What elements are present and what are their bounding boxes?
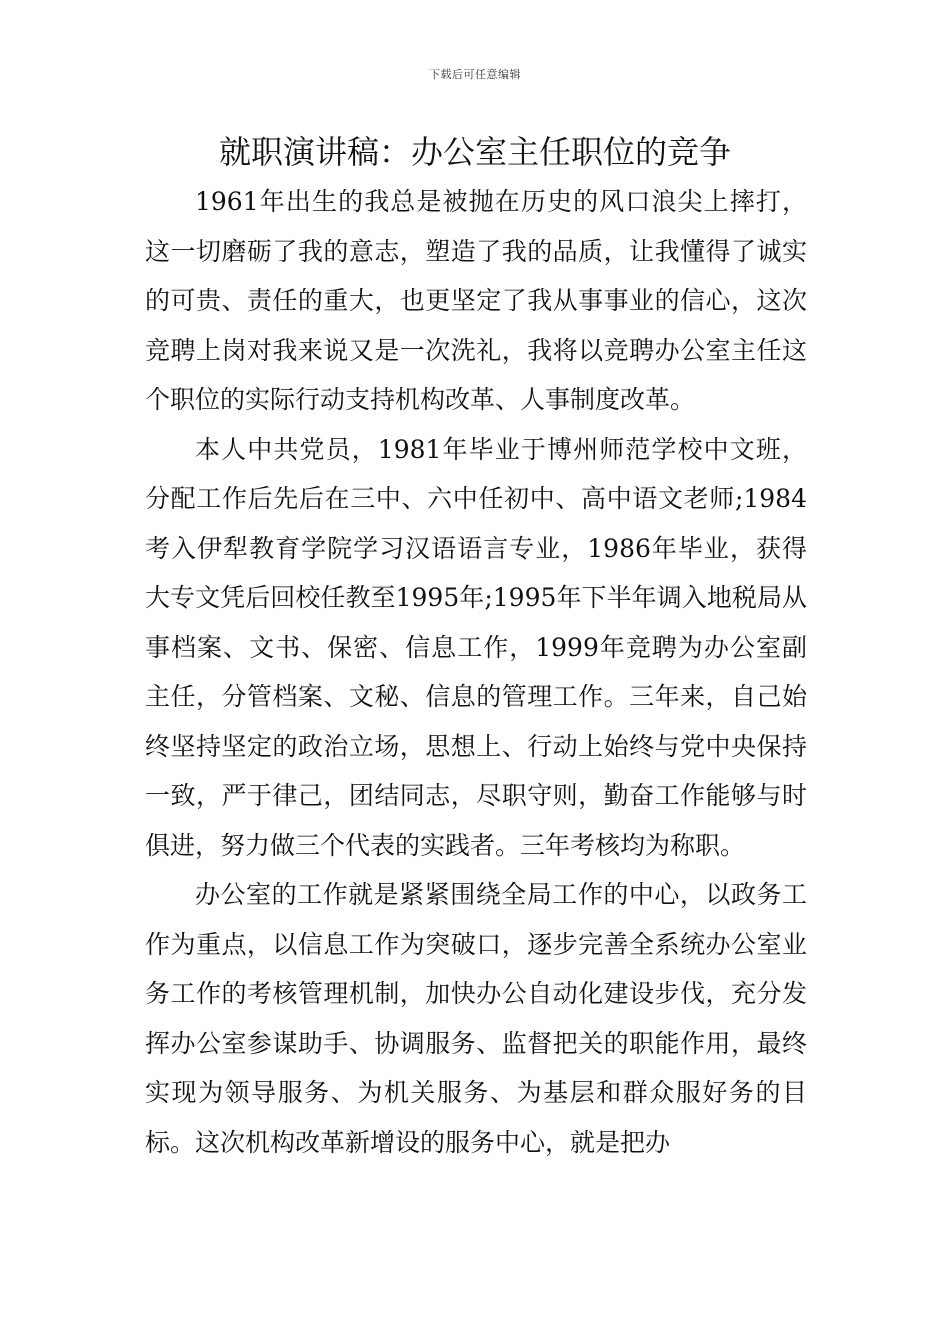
paragraph-3: 办公室的工作就是紧紧围绕全局工作的中心，以政务工作为重点，以信息工作为突破口，逐步完善全系统办公室业务工作的考核管理机制，加快办公自动化建设步伐，充分发挥办公室参谋助手、协调服务、监督把关的职能作用，最终实现为领导服务、为机关服务、为基层和群众服好务的目标。这次机构改革新增设的服务中心，就是把办 <box>145 880 807 1157</box>
paragraph-1: 1961年出生的我总是被抛在历史的风口浪尖上摔打，这一切磨砺了我的意志，塑造了我的品质，让我懂得了诚实的可贵、责任的重大，也更坚定了我从事事业的信心，这次竞聘上岗对我来说又是一次洗礼，我将以竞聘办公室主任这个职位的实际行动支持机构改革、人事制度改革。 <box>145 187 807 414</box>
document-title: 就职演讲稿：办公室主任职位的竞争 <box>218 133 731 171</box>
paragraph-2: 本人中共党员，1981年毕业于博州师范学校中文班，分配工作后先后在三中、六中任初中、高中语文老师;1984考入伊犁教育学院学习汉语语言专业，1986年毕业，获得大专文凭后回校任教至1995年;1995年下半年调入地税局从事档案、文书、保密、信息工作，1999年竞聘为办公室副主任，分管档案、文秘、信息的管理工作。三年来，自己始终坚持坚定的政治立场，思想上、行动上始终与党中央保持一致，严于律己，团结同志，尽职守则，勤奋工作能够与时俱进，努力做三个代表的实践者。三年考核均为称职。 <box>145 434 807 860</box>
document-body <box>145 177 807 1167</box>
header-note: 下载后可任意编辑 <box>429 68 521 81</box>
